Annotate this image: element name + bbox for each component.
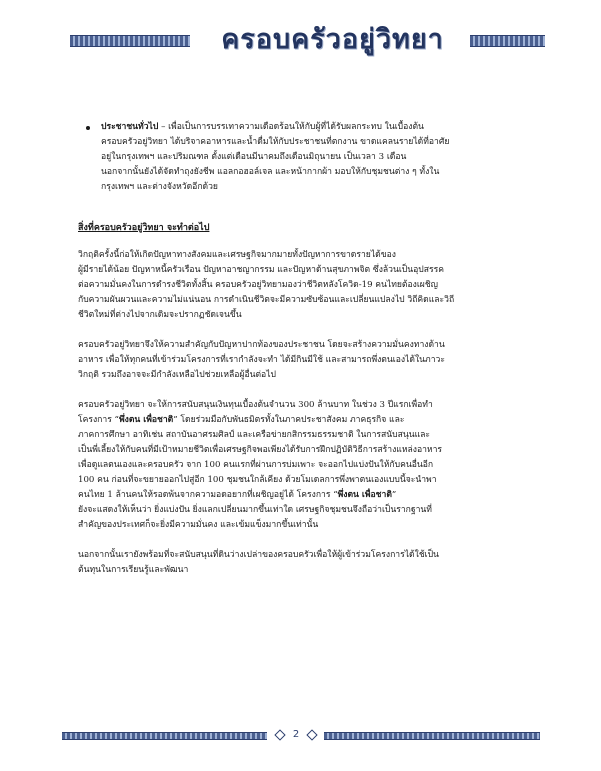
page-title: ครอบครัวอยู่วิทยา xyxy=(221,24,444,55)
paragraph-line: สำคัญของประเทศก็จะยิ่งมีความมั่นคง และเข้มแข็งมากขึ้นเท่านั้น xyxy=(78,520,319,530)
footer-decor-bar-right xyxy=(324,732,540,740)
paragraph-line: ผู้มีรายได้น้อย ปัญหาหนี้ครัวเรือน ปัญหาอาชญากรรม และปัญหาด้านสุขภาพจิต ซึ่งล้วนเป็นอุปสรรค xyxy=(78,265,444,275)
section-heading: สิ่งที่ครอบครัวอยู่วิทยา จะทำต่อไป xyxy=(78,223,210,233)
paragraph-1 xyxy=(78,248,526,323)
paragraph-text: ” xyxy=(391,490,397,500)
bullet-icon xyxy=(86,126,90,130)
paragraph-3 xyxy=(78,398,526,533)
paragraph-line: เพื่อดูแลตนเองและครอบครัว จาก 100 คนแรกที่ผ่านการบ่มเพาะ จะออกไปแบ่งปันให้กับคนอื่นอีก xyxy=(78,460,434,470)
paragraph-line: ต่อความมั่นคงในการดำรงชีวิตทั้งสิ้น ครอบครัวอยู่วิทยามองว่าชีวิตหลังโควิด-19 คนไทยต้องเผชิญ xyxy=(78,280,438,290)
page-number: 2 xyxy=(274,728,318,742)
project-name: พึ่งตน เพื่อชาติ xyxy=(118,415,174,425)
paragraph-2 xyxy=(78,338,526,383)
paragraph-4 xyxy=(78,548,526,578)
bullet-text: – เพื่อเป็นการบรรเทาความเดือดร้อนให้กับผู้ที่ได้รับผลกระทบ ในเบื้องต้น xyxy=(161,122,424,132)
header-decor-bar-left xyxy=(70,35,190,47)
paragraph-line: นอกจากนั้นเรายังพร้อมที่จะสนับสนุนที่ดินว่างเปล่าของครอบครัวเพื่อให้ผู้เข้าร่วมโครงการได้ใช้เป็น xyxy=(78,550,439,560)
paragraph-line: 100 คน ก่อนที่จะขยายออกไปสู่อีก 100 ชุมชนใกล้เคียง ด้วยโมเดลการพึ่งพาตนเองแบบนี้จะนำพา xyxy=(78,475,437,485)
paragraph-line: ยังจะแสดงให้เห็นว่า ยิ่งแบ่งปัน ยิ่งแลกเปลี่ยนมากขึ้นเท่าใด เศรษฐกิจชุมชนจึงถือว่าเป็นรากฐานที่ xyxy=(78,505,432,515)
paragraph-line: วิกฤติครั้งนี้ก่อให้เกิดปัญหาทางสังคมและเศรษฐกิจมากมายทั้งปัญหาการขาดรายได้ของ xyxy=(78,250,396,260)
page-header-banner xyxy=(60,22,560,58)
paragraph-line: เป็นพี่เลี้ยงให้กับคนที่มีเป้าหมายชีวิตเพื่อเศรษฐกิจพอเพียงได้รับการฝึกปฏิบัติวิธีการสร้างแหล่งอาหาร xyxy=(78,445,443,455)
paragraph-line xyxy=(78,413,526,428)
bullet-lead: ประชาชนทั่วไป xyxy=(101,122,159,132)
bullet-line: กรุงเทพฯ และต่างจังหวัดอีกด้วย xyxy=(101,182,218,192)
bullet-line: อยู่ในกรุงเทพฯ และปริมณฑล ตั้งแต่เดือนมีนาคมถึงเดือนมิถุนายน เป็นเวลา 3 เดือน xyxy=(101,152,407,162)
bullet-line-1 xyxy=(101,120,526,135)
paragraph-line xyxy=(78,488,526,503)
paragraph-line: วิกฤติ รวมถึงอาจจะมีกำลังเหลือไปช่วยเหลือผู้อื่นต่อไป xyxy=(78,370,277,380)
paragraph-line: ครอบครัวอยู่วิทยา จะให้การสนับสนุนเงินทุนเบื้องต้นจำนวน 300 ล้านบาท ในช่วง 3 ปีแรกเพื่อทำ xyxy=(78,400,433,410)
paragraph-text: ” โดยร่วมมือกับพันธมิตรทั้งในภาคประชาสังคม ภาคธุรกิจ และ xyxy=(173,415,405,425)
paragraph-line: ภาคการศึกษา อาทิเช่น สถาบันอาศรมศิลป์ และเครือข่ายกสิกรรมธรรมชาติ ในการสนับสนุนและ xyxy=(78,430,431,440)
paragraph-line: ต้นทุนในการเรียนรู้และพัฒนา xyxy=(78,565,189,575)
project-name: พึ่งตน เพื่อชาติ xyxy=(337,490,392,500)
paragraph-text: คนไทย 1 ล้านคนให้รอดพ้นจากความอดอยากที่เผชิญอยู่ได้ โครงการ “ xyxy=(78,490,338,500)
paragraph-text: โครงการ “ xyxy=(78,415,119,425)
header-decor-bar-right xyxy=(470,35,545,47)
paragraph-line: ชีวิตใหม่ที่ต่างไปจากเดิมจะปรากฏชัดเจนขึ้น xyxy=(78,310,242,320)
paragraph-line: ครอบครัวอยู่วิทยาจึงให้ความสำคัญกับปัญหาปากท้องของประชาชน โดยจะสร้างความมั่นคงทางด้าน xyxy=(78,340,445,350)
page-footer xyxy=(62,728,540,742)
document-body xyxy=(78,120,526,593)
bullet-line: ครอบครัวอยู่วิทยา ได้บริจาคอาหารและน้ำดื่มให้กับประชาชนที่ตกงาน ขาดแคลนรายได้ที่อาศัย xyxy=(101,137,450,147)
paragraph-line: อาหาร เพื่อให้ทุกคนที่เข้าร่วมโครงการที่เรากำลังจะทำ ได้มีกินมีใช้ และสามารถพึ่งตนเองได้ในภาวะ xyxy=(78,355,445,365)
paragraph-line: กับความผันผวนและความไม่แน่นอน การดำเนินชีวิตจะมีความซับซ้อนและเปลี่ยนแปลงไป วิถีคิดและวิถี xyxy=(78,295,455,305)
footer-decor-bar-left xyxy=(62,732,267,740)
bullet-item-public xyxy=(78,120,526,195)
bullet-line: นอกจากนั้นยังได้จัดทำถุงยังชีพ แอลกอฮอล์เจล และหน้ากากผ้า มอบให้กับชุมชนต่าง ๆ ทั้งใน xyxy=(101,167,440,177)
